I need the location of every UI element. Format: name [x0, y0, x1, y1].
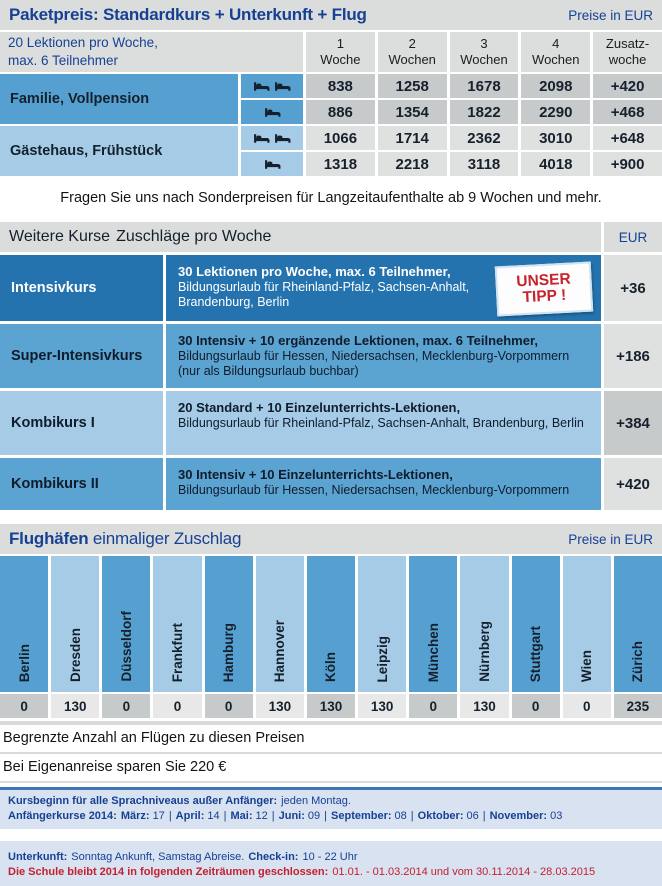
package-subtitle: 20 Lektionen pro Woche, max. 6 Teilnehmer	[0, 32, 303, 72]
course-name: Kombikurs II	[0, 458, 163, 510]
airports-currency-note: Preise in EUR	[568, 531, 653, 547]
course-start-box	[0, 790, 662, 829]
course-description: 30 Lektionen pro Woche, max. 6 Teilnehmer, Bildungsurlaub für Rheinland-Pfalz, Sachsen-Anhalt, Brandenburg, Berlin UNSER TIPP !	[166, 255, 601, 321]
price-cell: 2098	[521, 74, 590, 98]
airport-price: 0	[0, 694, 48, 718]
courses-subtitle: Zuschläge pro Woche	[116, 228, 272, 245]
courses-currency: EUR	[604, 222, 662, 252]
courses-title: Weitere Kurse	[9, 228, 111, 245]
airport-price: 0	[409, 694, 457, 718]
course-price: +36	[604, 255, 662, 321]
airport-price: 130	[460, 694, 508, 718]
double-room-icon-cell	[241, 74, 303, 98]
airport-price: 130	[307, 694, 355, 718]
bed-icon	[264, 107, 281, 118]
price-cell: 4018	[521, 152, 590, 176]
row-label-familie: Familie, Vollpension	[0, 74, 238, 124]
bed-icon	[274, 81, 291, 92]
course-name: Kombikurs I	[0, 391, 163, 455]
course-description: 20 Standard + 10 Einzelunterrichts-Lektionen, Bildungsurlaub für Rheinland-Pfalz, Sachsen-Anhalt, Brandenburg, Berlin	[166, 391, 601, 455]
airport-price: 130	[51, 694, 99, 718]
accommodation-box	[0, 841, 662, 886]
package-header-bar	[0, 0, 662, 30]
price-cell: +420	[593, 74, 662, 98]
price-cell: 1822	[450, 100, 519, 124]
airport-column: Dresden	[51, 556, 99, 692]
airport-price: 0	[153, 694, 201, 718]
airport-column: Köln	[307, 556, 355, 692]
airport-price: 130	[256, 694, 304, 718]
price-cell: +648	[593, 126, 662, 150]
price-cell: 3118	[450, 152, 519, 176]
price-cell: 3010	[521, 126, 590, 150]
self-travel-note: Bei Eigenanreise sparen Sie 220 €	[0, 754, 662, 783]
column-header-week-4: 4 Wochen	[521, 32, 590, 72]
courses-section	[0, 222, 662, 510]
airport-column: Nürnberg	[460, 556, 508, 692]
course-name: Super-Intensivkurs	[0, 324, 163, 388]
course-name: Intensivkurs	[0, 255, 163, 321]
airport-price: 235	[614, 694, 662, 718]
airport-column: Berlin	[0, 556, 48, 692]
course-price: +384	[604, 391, 662, 455]
price-cell: +900	[593, 152, 662, 176]
longstay-note: Fragen Sie uns nach Sonderpreisen für Langzeitaufenthalte ab 9 Wochen und mehr.	[60, 190, 602, 206]
course-start-line: Kursbeginn für alle Sprachniveaus außer Anfänger: jeden Montag.	[8, 795, 351, 807]
bed-icon	[264, 159, 281, 170]
price-cell: 1678	[450, 74, 519, 98]
price-cell: 2218	[378, 152, 447, 176]
airport-column: Düsseldorf	[102, 556, 150, 692]
bed-icon	[274, 133, 291, 144]
column-header-week-1: 1 Woche	[306, 32, 375, 72]
package-currency-note: Preise in EUR	[568, 7, 653, 23]
courses-header-bar	[0, 222, 662, 252]
school-closed-line: Die Schule bleibt 2014 in folgenden Zeiträumen geschlossen: 01.01. - 01.03.2014 und vom 30.11.2014 - 28.03.2015	[8, 866, 596, 879]
airport-column: Frankfurt	[153, 556, 201, 692]
price-cell: +468	[593, 100, 662, 124]
single-room-icon-cell	[241, 100, 303, 124]
price-cell: 2290	[521, 100, 590, 124]
unser-tipp-badge: UNSER TIPP !	[495, 262, 593, 317]
airport-column: Leipzig	[358, 556, 406, 692]
price-cell: 838	[306, 74, 375, 98]
package-title: Paketpreis: Standardkurs + Unterkunft + Flug	[9, 5, 367, 24]
row-label-gaestehaus: Gästehaus, Frühstück	[0, 126, 238, 176]
column-header-week-3: 3 Wochen	[450, 32, 519, 72]
course-row-kombikurs-1	[0, 391, 662, 455]
airport-column: Stuttgart	[512, 556, 560, 692]
airports-title: Flughäfen	[9, 529, 89, 548]
course-price: +420	[604, 458, 662, 510]
column-header-week-2: 2 Wochen	[378, 32, 447, 72]
price-cell: 886	[306, 100, 375, 124]
airports-section	[0, 524, 662, 783]
price-cell: 1066	[306, 126, 375, 150]
accommodation-line: Unterkunft: Sonntag Ankunft, Samstag Abreise. Check-in: 10 - 22 Uhr	[8, 850, 358, 863]
bed-icon	[253, 133, 270, 144]
airport-price: 0	[512, 694, 560, 718]
course-description: 30 Intensiv + 10 ergänzende Lektionen, max. 6 Teilnehmer, Bildungsurlaub für Hessen, Niedersachsen, Mecklenburg-Vorpommern (nur als Bildungsurlaub buchbar)	[166, 324, 601, 388]
airport-price: 0	[563, 694, 611, 718]
airport-column: Hamburg	[205, 556, 253, 692]
bed-icon	[253, 81, 270, 92]
beginner-dates-line: Anfängerkurse 2014: März: 17 | April: 14 | Mai: 12 | Juni: 09 | September: 08 | Oktober: 06 | November: 03	[8, 810, 563, 823]
price-cell: 1714	[378, 126, 447, 150]
single-room-icon-cell	[241, 152, 303, 176]
package-table	[0, 32, 662, 176]
course-row-kombikurs-2	[0, 458, 662, 510]
airport-column: Hannover	[256, 556, 304, 692]
price-cell: 1318	[306, 152, 375, 176]
footer	[0, 787, 662, 886]
airports-header-bar	[0, 524, 662, 554]
price-cell: 1258	[378, 74, 447, 98]
course-row-super-intensivkurs	[0, 324, 662, 388]
price-cell: 1354	[378, 100, 447, 124]
airport-price: 0	[102, 694, 150, 718]
package-section	[0, 0, 662, 206]
airport-column: München	[409, 556, 457, 692]
price-cell: 2362	[450, 126, 519, 150]
flights-limit-note: Begrenzte Anzahl an Flügen zu diesen Preisen	[0, 725, 662, 754]
column-header-extra-week: Zusatz- woche	[593, 32, 662, 72]
course-row-intensivkurs	[0, 255, 662, 321]
double-room-icon-cell	[241, 126, 303, 150]
course-description: 30 Intensiv + 10 Einzelunterrichts-Lektionen, Bildungsurlaub für Hessen, Niedersachsen, Mecklenburg-Vorpommern	[166, 458, 601, 510]
airports-table	[0, 556, 662, 718]
course-price: +186	[604, 324, 662, 388]
airport-column: Zürich	[614, 556, 662, 692]
airport-price: 0	[205, 694, 253, 718]
airport-price: 130	[358, 694, 406, 718]
airports-subtitle: einmaliger Zuschlag	[92, 529, 242, 548]
airport-column: Wien	[563, 556, 611, 692]
